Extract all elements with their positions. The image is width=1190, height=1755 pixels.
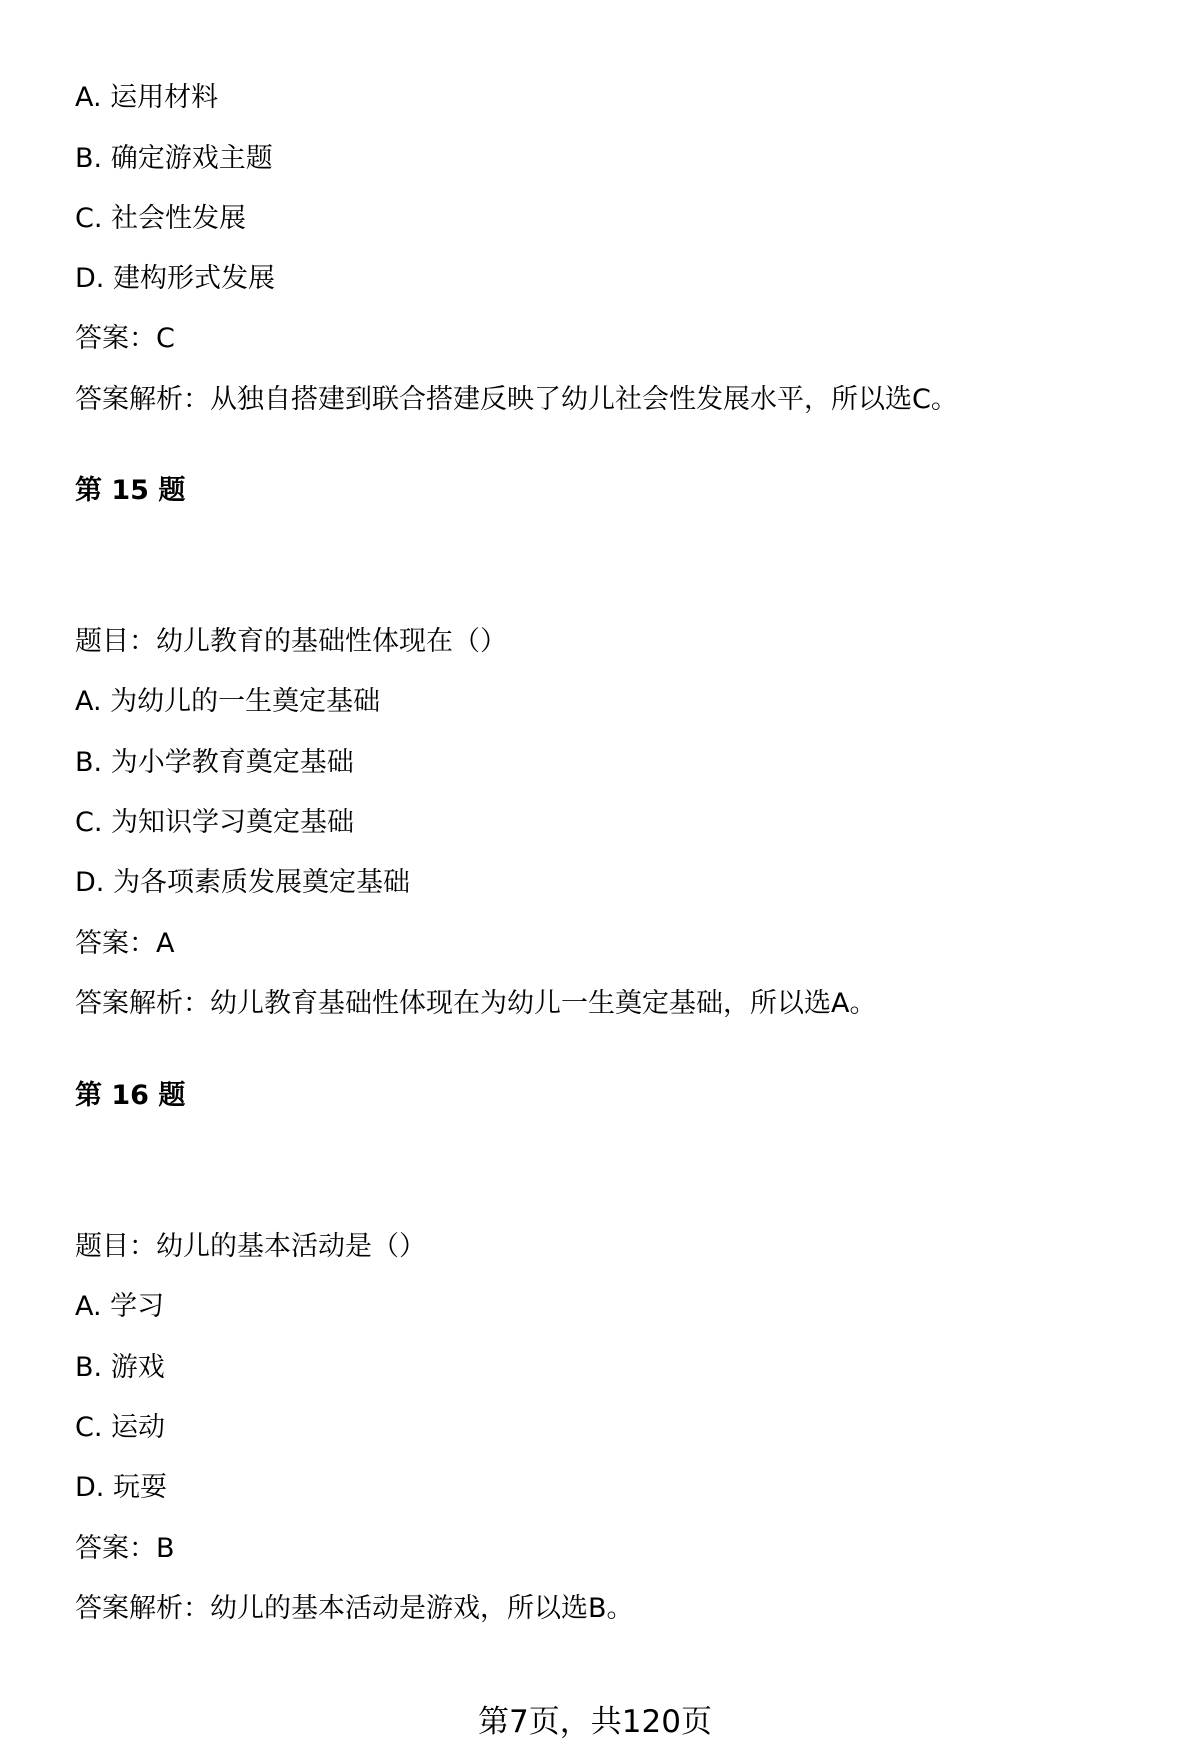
answer-explanation: 答案解析：幼儿教育基础性体现在为幼儿一生奠定基础，所以选A。 bbox=[75, 988, 877, 1019]
answer-explanation: 答案解析：从独自搭建到联合搭建反映了幼儿社会性发展水平，所以选C。 bbox=[75, 384, 958, 415]
answer-explanation: 答案解析：幼儿的基本活动是游戏，所以选B。 bbox=[75, 1593, 634, 1624]
option-b: B. 游戏 bbox=[75, 1352, 165, 1383]
question-heading: 第 15 题 bbox=[75, 475, 186, 506]
option-a: A. 运用材料 bbox=[75, 82, 219, 113]
option-a: A. 为幼儿的一生奠定基础 bbox=[75, 686, 381, 717]
answer: 答案：A bbox=[75, 928, 175, 959]
option-b: B. 确定游戏主题 bbox=[75, 143, 273, 174]
option-c: C. 为知识学习奠定基础 bbox=[75, 807, 355, 838]
option-d: D. 为各项素质发展奠定基础 bbox=[75, 867, 410, 898]
option-d: D. 建构形式发展 bbox=[75, 263, 275, 294]
option-b: B. 为小学教育奠定基础 bbox=[75, 747, 354, 778]
option-a: A. 学习 bbox=[75, 1291, 165, 1322]
page-number: 第7页，共120页 bbox=[478, 1704, 712, 1740]
option-c: C. 社会性发展 bbox=[75, 203, 247, 234]
option-c: C. 运动 bbox=[75, 1412, 166, 1443]
answer: 答案：B bbox=[75, 1533, 175, 1564]
question-stem: 题目：幼儿的基本活动是（） bbox=[75, 1231, 426, 1262]
answer: 答案：C bbox=[75, 323, 175, 354]
question-heading: 第 16 题 bbox=[75, 1080, 186, 1111]
question-stem: 题目：幼儿教育的基础性体现在（） bbox=[75, 626, 507, 657]
option-d: D. 玩耍 bbox=[75, 1472, 167, 1503]
